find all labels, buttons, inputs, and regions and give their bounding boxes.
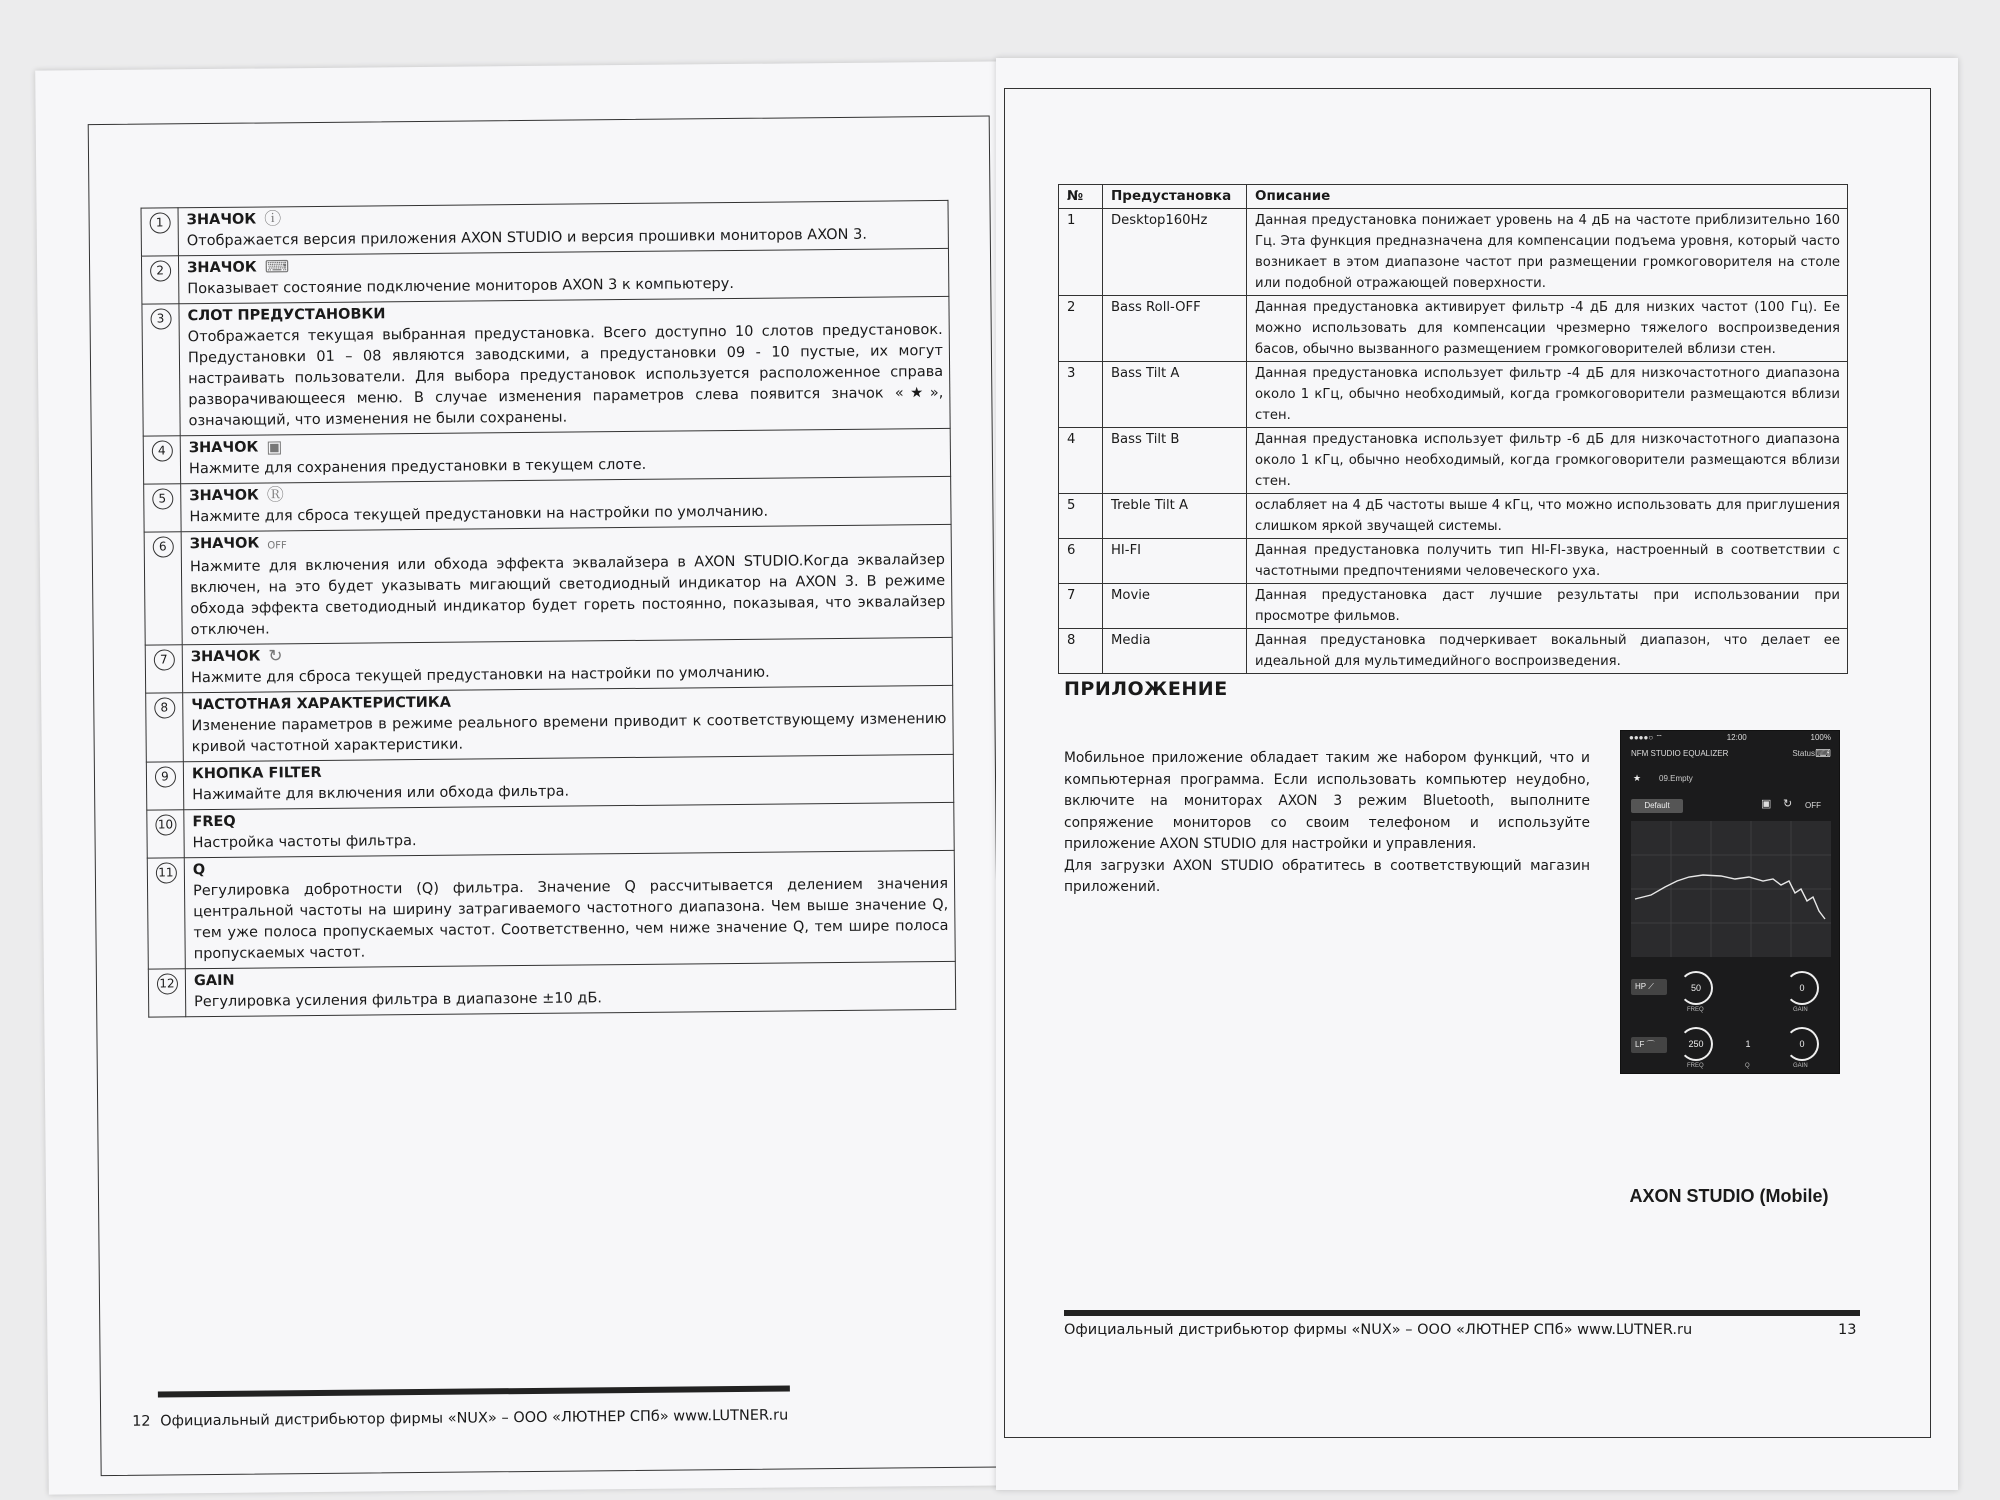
row-description: Нажимайте для включения или обхода фильтра. xyxy=(192,783,570,804)
phone-caption: AXON STUDIO (Mobile) xyxy=(1629,1186,1829,1206)
q-knob[interactable]: 1 xyxy=(1745,1039,1751,1049)
left-page xyxy=(35,61,1015,1494)
signal-icon: ●●●●○ ⌔ xyxy=(1629,733,1663,742)
reset-icon: Ⓡ xyxy=(266,485,284,506)
row-number-cell xyxy=(146,762,183,810)
row-description: Отображается текущая выбранная предустановка. Всего доступно 10 слотов предустановок. Предустановки 01 – 08 являются заводскими, а предустановки 09 - 10 пустые, их могут настраивать пользователи. Для выбора предустановок используется расположенное справа разворачивающееся меню. В случае изменения параметров слева появится значок «★», означающий, что изменения не были сохранены. xyxy=(187,321,944,430)
preset-row xyxy=(1059,539,1848,584)
preset-row xyxy=(1059,629,1848,674)
info-icon: ⓘ xyxy=(264,209,282,230)
preset-row xyxy=(1059,494,1848,539)
filter-hp-button[interactable]: HP ⟋ xyxy=(1631,979,1667,995)
app-description xyxy=(1064,748,1590,899)
row-number: 8 xyxy=(154,697,175,718)
row-title: ЗНАЧОК xyxy=(190,648,261,666)
row-description: Показывает состояние подключение мониторов AXON 3 к компьютеру. xyxy=(187,275,734,298)
section-heading: ПРИЛОЖЕНИЕ xyxy=(1064,678,1228,700)
header-num: № xyxy=(1059,185,1103,209)
row-description: Нажмите для сброса текущей предустановки на настройки по умолчанию. xyxy=(189,503,769,526)
save-icon[interactable]: ▣ xyxy=(1761,798,1772,810)
row-number: 10 xyxy=(155,814,176,835)
row-description: Отображается версия приложения AXON STUDIO и версия прошивки мониторов AXON 3. xyxy=(186,226,867,250)
icon-table-row xyxy=(142,296,950,436)
right-page-number: 13 xyxy=(1838,1322,1857,1338)
row-number-cell xyxy=(147,810,184,858)
row-number: 9 xyxy=(154,766,175,787)
preset-name: Bass Tilt A xyxy=(1103,362,1247,428)
phone-status-bar xyxy=(1621,731,1839,745)
row-number-cell xyxy=(144,484,181,532)
freq-knob-1[interactable]: 50 xyxy=(1679,971,1713,1005)
icon-table-row xyxy=(144,476,951,532)
app-paragraph: Для загрузки AXON STUDIO обратитесь в соответствующий магазин приложений. xyxy=(1064,857,1590,895)
preset-row xyxy=(1059,296,1848,362)
icon-table-row xyxy=(148,961,955,1017)
frequency-response-graph xyxy=(1631,821,1831,957)
filter-lf-button[interactable]: LF ⌒ xyxy=(1631,1037,1667,1053)
icon-table-row xyxy=(145,637,952,693)
gain-label: GAIN xyxy=(1793,1007,1808,1013)
row-content-cell xyxy=(183,685,954,761)
freq-knob-2[interactable]: 250 xyxy=(1679,1027,1713,1061)
left-footer-text: Официальный дистрибьютор фирмы «NUX» – ООО «ЛЮТНЕР СПб» www.LUTNER.ru xyxy=(160,1407,789,1430)
right-footer-rule xyxy=(1064,1310,1860,1316)
preset-number: 8 xyxy=(1059,629,1103,674)
header-preset: Предустановка xyxy=(1103,185,1247,209)
phone-screenshot xyxy=(1620,730,1840,1074)
eq-off-icon[interactable]: OFF xyxy=(1805,801,1821,810)
row-title: ЗНАЧОК xyxy=(189,487,259,505)
row-title: Q xyxy=(192,862,206,879)
icon-table-row xyxy=(144,524,952,645)
row-number-cell xyxy=(144,532,182,645)
preset-description: Данная предустановка подчеркивает вокальный диапазон, что делает ее идеальной для мультимедийного воспроизведения. xyxy=(1247,629,1848,674)
preset-description: Данная предустановка активирует фильтр -4 дБ для низких частот (100 Гц). Ее можно использовать для компенсации чрезмерно тяжелого воспроизведения басов, обычно вызванного размещением громкоговорителей вблизи стен. xyxy=(1247,296,1848,362)
row-number: 4 xyxy=(151,440,172,461)
row-content-cell xyxy=(180,428,950,483)
preset-number: 3 xyxy=(1059,362,1103,428)
refresh-icon[interactable]: ↻ xyxy=(1783,798,1793,810)
row-number: 6 xyxy=(152,536,173,557)
preset-table-header xyxy=(1059,185,1848,209)
preset-table xyxy=(1058,184,1848,674)
row-number-cell xyxy=(141,256,178,304)
row-description: Нажмите для сброса текущей предустановки на настройки по умолчанию. xyxy=(190,664,770,687)
row-title: ЗНАЧОК xyxy=(187,259,257,277)
row-title: GAIN xyxy=(193,972,235,990)
preset-row xyxy=(1059,362,1848,428)
app-title: NFM STUDIO EQUALIZER xyxy=(1631,749,1729,758)
slot-name: 09.Empty xyxy=(1659,774,1693,783)
app-paragraph: Мобильное приложение обладает таким же набором функций, что и компьютерная программа. Если использовать компьютер неудобно, включите на мониторах AXON 3 режим Bluetooth, выполните сопряжение мониторов со своим телефоном и используйте приложение AXON STUDIO для настройки и управления. xyxy=(1064,750,1590,852)
save-icon: ▣ xyxy=(266,437,283,458)
preset-name: Movie xyxy=(1103,584,1247,629)
row-title: ЗНАЧОК xyxy=(189,535,260,553)
icon-table-row xyxy=(147,850,955,969)
preset-description: ослабляет на 4 дБ частоты выше 4 кГц, что можно использовать для приглушения слишком яркой звучащей системы. xyxy=(1247,494,1848,539)
preset-number: 1 xyxy=(1059,209,1103,296)
row-title: ЧАСТОТНАЯ ХАРАКТЕРИСТИКА xyxy=(191,694,452,714)
star-icon: ★ xyxy=(1633,773,1642,783)
preset-number: 2 xyxy=(1059,296,1103,362)
frequency-curve xyxy=(1631,821,1831,957)
row-content-cell xyxy=(178,200,948,255)
row-number: 11 xyxy=(155,862,176,883)
icon-table-row xyxy=(147,802,954,858)
refresh-icon: ↻ xyxy=(268,646,283,667)
row-number-cell xyxy=(145,645,182,693)
q-label: Q xyxy=(1745,1063,1750,1069)
row-content-cell xyxy=(185,961,955,1016)
preset-description: Данная предустановка понижает уровень на 4 дБ на частоте приблизительно 160 Гц. Эта функция предназначена для компенсации подъема уровня, который часто возникает в этом диапазоне частот при размещении громкоговорителя на столе или подобной отражающей поверхности. xyxy=(1247,209,1848,296)
row-description: Нажмите для включения или обхода эффекта эквалайзера в AXON STUDIO.Когда эквалайзер включен, на это будет указывать мигающий светодиодный индикатор на AXON 3. В режиме обхода эффекта светодиодный индикатор будет гореть постоянно, показывая, что эквалайзер отключен. xyxy=(189,551,946,639)
preset-name: HI-FI xyxy=(1103,539,1247,584)
phone-time: 12:00 xyxy=(1726,733,1747,742)
row-title: FREQ xyxy=(192,813,236,831)
icon-table-row xyxy=(146,754,953,810)
icon-table-row xyxy=(146,685,954,762)
preset-description: Данная предустановка использует фильтр -6 дБ для низкочастотного диапазона около 1 кГц, обычно необходимый, когда громкоговорители размещаются вблизи стен. xyxy=(1247,428,1848,494)
row-title: ЗНАЧОК xyxy=(188,439,259,457)
row-number-cell xyxy=(143,436,180,484)
row-description: Изменение параметров в режиме реального времени приводит к соответствующему изменению кривой частотной характеристики. xyxy=(191,710,947,756)
preset-description: Данная предустановка получить тип HI-FI-звука, настроенный в соответствии с частотными предпочтениями человеческого уха. xyxy=(1247,539,1848,584)
row-number-cell xyxy=(142,304,180,436)
preset-name: Bass Roll-OFF xyxy=(1103,296,1247,362)
row-content-cell xyxy=(181,476,951,531)
row-description: Нажмите для сохранения предустановки в текущем слоте. xyxy=(188,456,647,478)
status-label: Status xyxy=(1792,749,1815,758)
row-title: ЗНАЧОК xyxy=(186,211,257,229)
gain-label: GAIN xyxy=(1793,1063,1808,1069)
row-number-cell xyxy=(141,208,178,256)
row-content-cell xyxy=(183,754,953,809)
preset-name: Bass Tilt B xyxy=(1103,428,1247,494)
eq-off-icon: OFF xyxy=(267,540,287,552)
preset-number: 6 xyxy=(1059,539,1103,584)
row-content-cell xyxy=(179,296,950,435)
preset-description: Данная предустановка даст лучшие результаты при использовании при просмотре фильмов. xyxy=(1247,584,1848,629)
freq-label: FREQ xyxy=(1687,1063,1704,1069)
row-number-cell xyxy=(146,693,184,762)
row-title: КНОПКА FILTER xyxy=(191,764,322,783)
row-number: 7 xyxy=(153,649,174,670)
icon-table-row xyxy=(141,200,948,256)
row-number: 3 xyxy=(150,308,171,329)
row-number: 2 xyxy=(150,260,171,281)
row-content-cell xyxy=(184,802,954,857)
row-title: СЛОТ ПРЕДУСТАНОВКИ xyxy=(187,306,386,325)
gain-knob-2[interactable]: 0 xyxy=(1785,1027,1819,1061)
row-description: Регулировка усиления фильтра в диапазоне ±10 дБ. xyxy=(194,990,603,1011)
preset-name: Media xyxy=(1103,629,1247,674)
preset-number: 4 xyxy=(1059,428,1103,494)
row-number-cell xyxy=(148,969,185,1017)
row-number: 12 xyxy=(156,973,177,994)
row-description: Регулировка добротности (Q) фильтра. Значение Q рассчитывается делением значения центральной частоты на ширину затрагиваемого частотного диапазона. Чем выше значение Q, тем уже полоса пропускаемых частот. Соответственно, чем ниже значение Q, тем шире полоса пропускаемых частот. xyxy=(192,875,949,963)
preset-description: Данная предустановка использует фильтр -4 дБ для низкочастотного диапазона около 1 кГц, обычно необходимый, когда громкоговорители размещаются вблизи стен. xyxy=(1247,362,1848,428)
row-number: 1 xyxy=(149,212,170,233)
preset-row xyxy=(1059,584,1848,629)
row-content-cell xyxy=(181,524,952,644)
preset-select[interactable]: Default xyxy=(1631,799,1683,813)
preset-name: Treble Tilt A xyxy=(1103,494,1247,539)
right-footer-text: Официальный дистрибьютор фирмы «NUX» – ООО «ЛЮТНЕР СПб» www.LUTNER.ru xyxy=(1064,1322,1693,1338)
icon-table-row xyxy=(143,428,950,484)
row-description: Настройка частоты фильтра. xyxy=(192,833,417,852)
preset-name: Desktop160Hz xyxy=(1103,209,1247,296)
phone-battery: 100% xyxy=(1810,733,1831,742)
preset-row xyxy=(1059,428,1848,494)
gain-knob-1[interactable]: 0 xyxy=(1785,971,1819,1005)
row-content-cell xyxy=(184,850,955,968)
row-content-cell xyxy=(178,248,948,303)
preset-row xyxy=(1059,209,1848,296)
preset-number: 7 xyxy=(1059,584,1103,629)
header-description: Описание xyxy=(1247,185,1848,209)
row-content-cell xyxy=(182,637,952,692)
connection-icon: ⌨ xyxy=(1815,748,1831,760)
icon-table-row xyxy=(141,248,948,304)
right-page xyxy=(996,58,1958,1490)
icon-description-table xyxy=(141,200,957,1018)
left-page-number: 12 xyxy=(132,1413,151,1430)
freq-label: FREQ xyxy=(1687,1007,1704,1013)
connection-icon: ⌨ xyxy=(264,257,290,278)
row-number-cell xyxy=(147,858,185,969)
preset-number: 5 xyxy=(1059,494,1103,539)
row-number: 5 xyxy=(152,488,173,509)
